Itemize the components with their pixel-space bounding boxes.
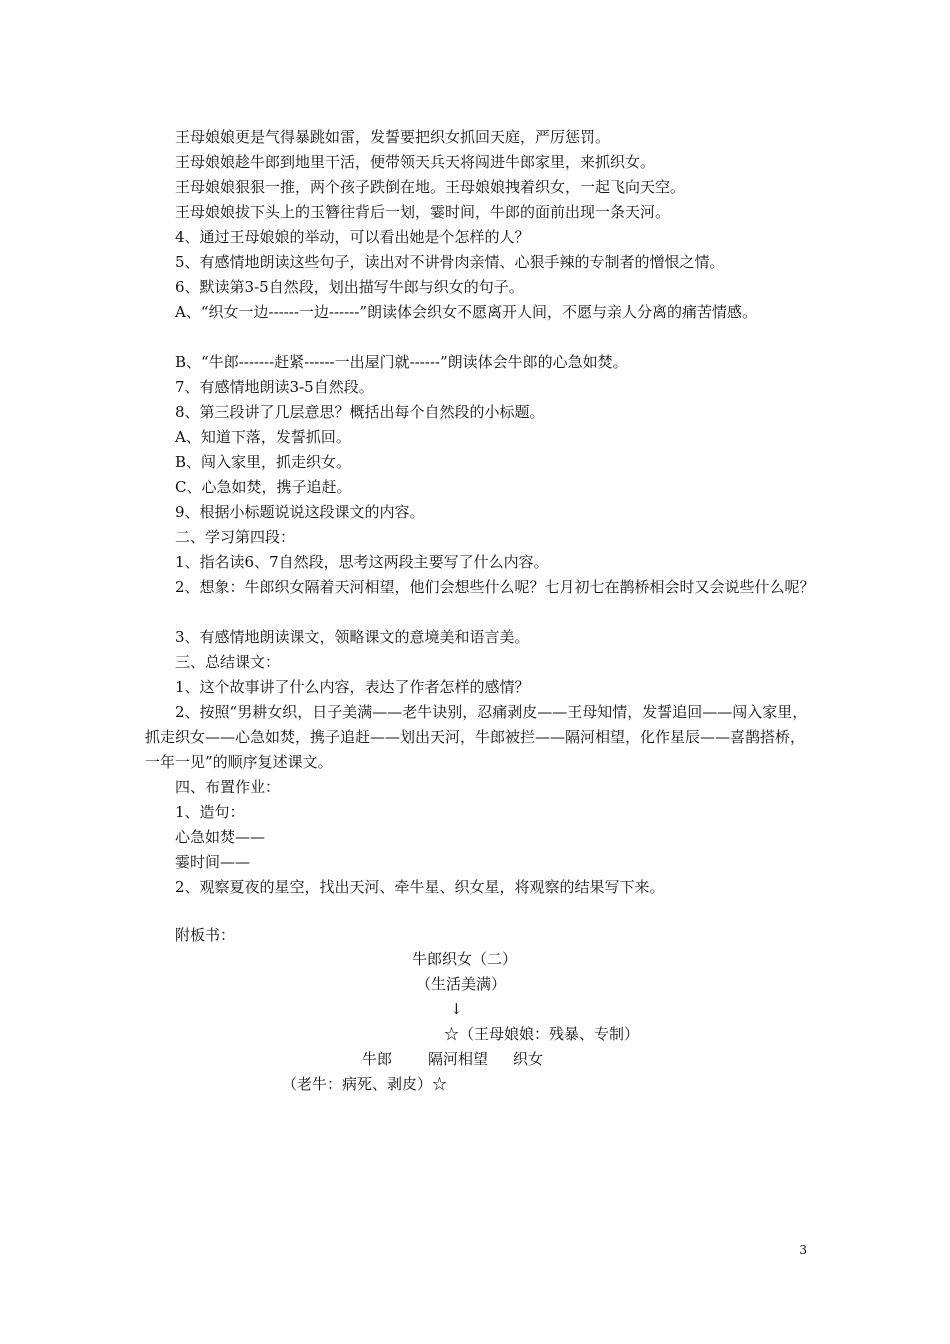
text-line: 王母娘娘更是气得暴跳如雷，发誓要把织女抓回天庭，严厉惩罚。: [175, 128, 611, 146]
board-ox-note: （老牛：病死、剥皮）☆: [282, 1075, 448, 1093]
text-line: 6、默读第3-5自然段，划出描写牛郎与织女的句子。: [175, 278, 524, 296]
text-paragraph: A、“织女一边------一边------”朗读体会织女不愿离开人间，不愿与亲人分离的痛苦情感。: [175, 303, 757, 321]
text-line: 心急如焚——: [175, 828, 266, 846]
board-middle: 隔河相望: [428, 1050, 489, 1068]
board-zhinv: 织女: [513, 1050, 544, 1068]
text-line: 1、造句：: [175, 803, 245, 821]
text-line: 7、有感情地朗读3-5自然段。: [175, 378, 374, 396]
text-line: 王母娘娘狠狠一推，两个孩子跌倒在地。王母娘娘拽着织女，一起飞向天空。: [175, 178, 686, 196]
text-line: 9、根据小标题说说这段课文的内容。: [175, 503, 425, 521]
text-line: C、心急如焚，携子追赶。: [175, 478, 352, 496]
text-paragraph: 2、想象：牛郎织女隔着天河相望，他们会想些什么呢？七月初七在鹊桥相会时又会说些什么呢？: [175, 578, 815, 596]
arrow-down-icon: ↓: [450, 1000, 463, 1018]
text-paragraph: 2、按照“男耕女织，日子美满——老牛诀别，忍痛剥皮——王母知情，发誓追回——闯入家里，抓走织女——心急如焚，携子追赶——划出天河，牛郎被拦——隔河相望，化作星辰——喜鹊搭桥，一年一见”的顺序复述课文。: [145, 703, 808, 771]
section-heading: 四、布置作业：: [175, 778, 281, 796]
page-number: 3: [799, 1243, 807, 1257]
board-heading: 附板书：: [175, 926, 236, 944]
text-line: B、闯入家里，抓走织女。: [175, 453, 352, 471]
board-queen-note: ☆（王母娘娘：残暴、专制）: [444, 1025, 640, 1043]
section-heading: 三、总结课文：: [175, 653, 281, 671]
text-line: 4、通过王母娘娘的举动，可以看出她是个怎样的人？: [175, 228, 530, 246]
text-line: 霎时间——: [175, 853, 251, 871]
text-line: A、知道下落，发誓抓回。: [175, 428, 351, 446]
text-line: 3、有感情地朗读课文，领略课文的意境美和语言美。: [175, 628, 530, 646]
board-niulang: 牛郎: [362, 1050, 393, 1068]
text-line: 1、这个故事讲了什么内容，表达了作者怎样的感情？: [175, 678, 530, 696]
text-line: 1、指名读6、7自然段，思考这两段主要写了什么内容。: [175, 553, 549, 571]
text-line: 王母娘娘拔下头上的玉簪往背后一划，霎时间，牛郎的面前出现一条天河。: [175, 203, 671, 221]
board-title: 牛郎织女（二）: [412, 950, 518, 968]
text-line: 2、观察夏夜的星空，找出天河、牵牛星、织女星，将观察的结果写下来。: [175, 878, 665, 896]
text-line: 5、有感情地朗读这些句子，读出对不讲骨肉亲情、心狠手辣的专制者的憎恨之情。: [175, 253, 725, 271]
text-line: 8、第三段讲了几层意思？概括出每个自然段的小标题。: [175, 403, 545, 421]
board-subtitle: （生活美满）: [416, 975, 507, 993]
text-line: B、“牛郎-------赶紧------一出屋门就------”朗读体会牛郎的心急如焚。: [175, 353, 628, 371]
text-line: 王母娘娘趁牛郎到地里干活，便带领天兵天将闯进牛郎家里，来抓织女。: [175, 153, 656, 171]
section-heading: 二、学习第四段：: [175, 528, 296, 546]
